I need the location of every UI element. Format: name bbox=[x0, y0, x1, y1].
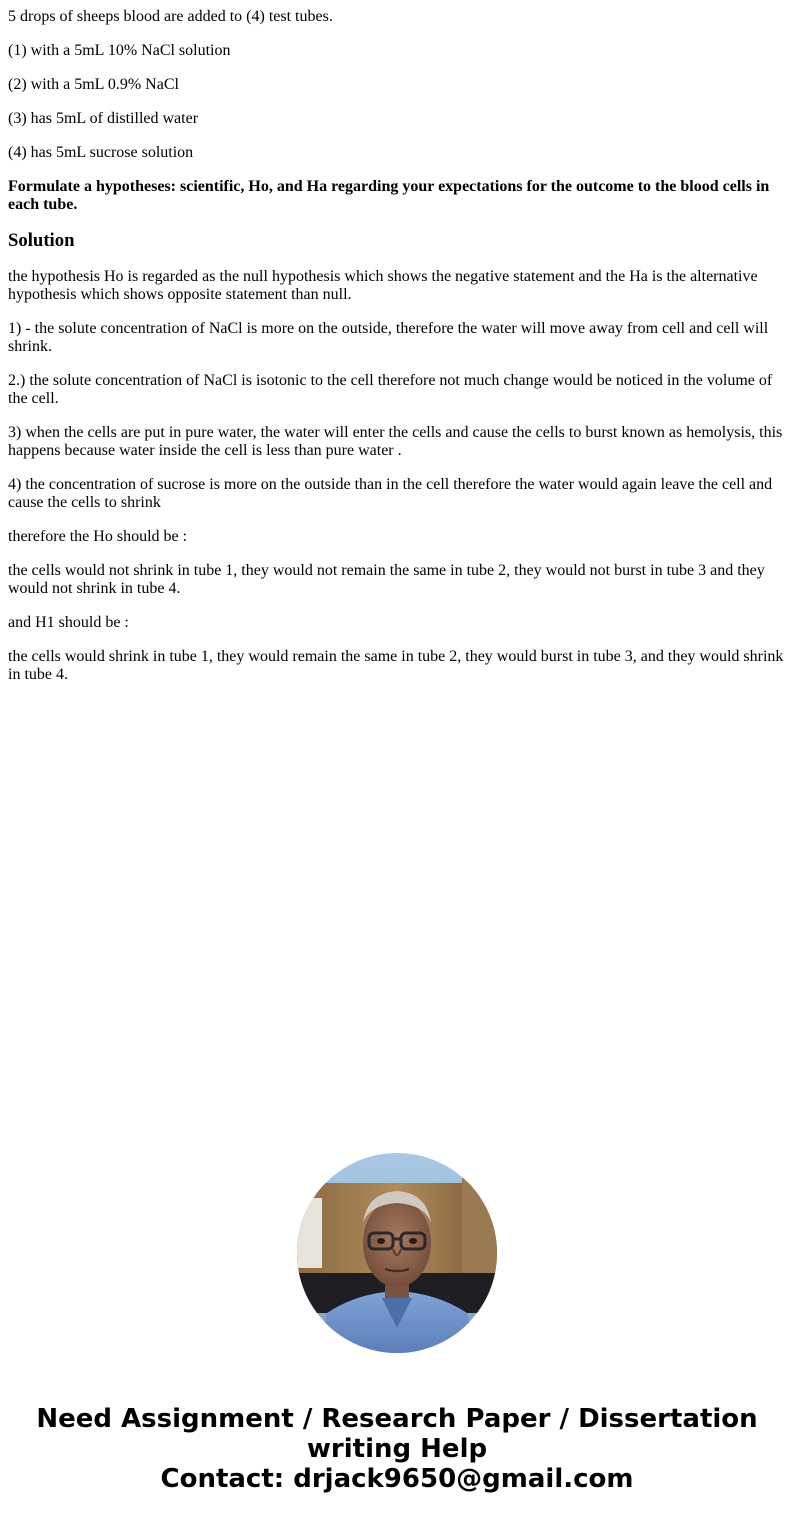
solution-paragraph: 4) the concentration of sucrose is more on the outside than in the cell therefore the water would again leave the cell and cause the cells to shrink bbox=[8, 476, 773, 511]
author-avatar bbox=[297, 1153, 497, 1353]
solution-paragraph: 2.) the solute concentration of NaCl is isotonic to the cell therefore not much change would be noticed in the volume of the cell. bbox=[8, 372, 773, 407]
solution-paragraph: 1) - the solute concentration of NaCl is more on the outside, therefore the water will move away from cell and cell will shrink. bbox=[8, 320, 769, 355]
footer-line-1: Need Assignment / Research Paper / Dissertation bbox=[36, 1404, 758, 1434]
solution-paragraph: the cells would not shrink in tube 1, they would not remain the same in tube 2, they would not burst in tube 3 and they would not shrink in tube 4. bbox=[8, 562, 765, 597]
solution-heading: Solution bbox=[8, 230, 75, 251]
footer-line-2: writing Help bbox=[306, 1434, 488, 1464]
tube-2-description: (2) with a 5mL 0.9% NaCl bbox=[8, 76, 179, 93]
solution-paragraph: and H1 should be : bbox=[8, 614, 129, 631]
question-prompt: Formulate a hypotheses: scientific, Ho, and Ha regarding your expectations for the outcome to the blood cells in each tube. bbox=[8, 178, 770, 213]
footer-contact-email: Contact: drjack9650@gmail.com bbox=[160, 1464, 634, 1494]
solution-paragraph: therefore the Ho should be : bbox=[8, 528, 188, 545]
author-portrait-image bbox=[297, 1153, 497, 1353]
solution-paragraph: the cells would shrink in tube 1, they would remain the same in tube 2, they would burst in tube 3, and they would shrink in tube 4. bbox=[8, 648, 784, 683]
question-intro: 5 drops of sheeps blood are added to (4) test tubes. bbox=[8, 8, 333, 25]
document-body bbox=[0, 0, 794, 684]
solution-paragraph: 3) when the cells are put in pure water, the water will enter the cells and cause the cells to burst known as hemolysis, this happens because water inside the cell is less than pure water . bbox=[8, 424, 783, 459]
contact-footer bbox=[0, 1404, 794, 1494]
solution-paragraph: the hypothesis Ho is regarded as the null hypothesis which shows the negative statement and the Ha is the alternative hypothesis which shows opposite statement than null. bbox=[8, 268, 758, 303]
tube-4-description: (4) has 5mL sucrose solution bbox=[8, 144, 194, 161]
tube-3-description: (3) has 5mL of distilled water bbox=[8, 110, 199, 127]
tube-1-description: (1) with a 5mL 10% NaCl solution bbox=[8, 42, 231, 59]
